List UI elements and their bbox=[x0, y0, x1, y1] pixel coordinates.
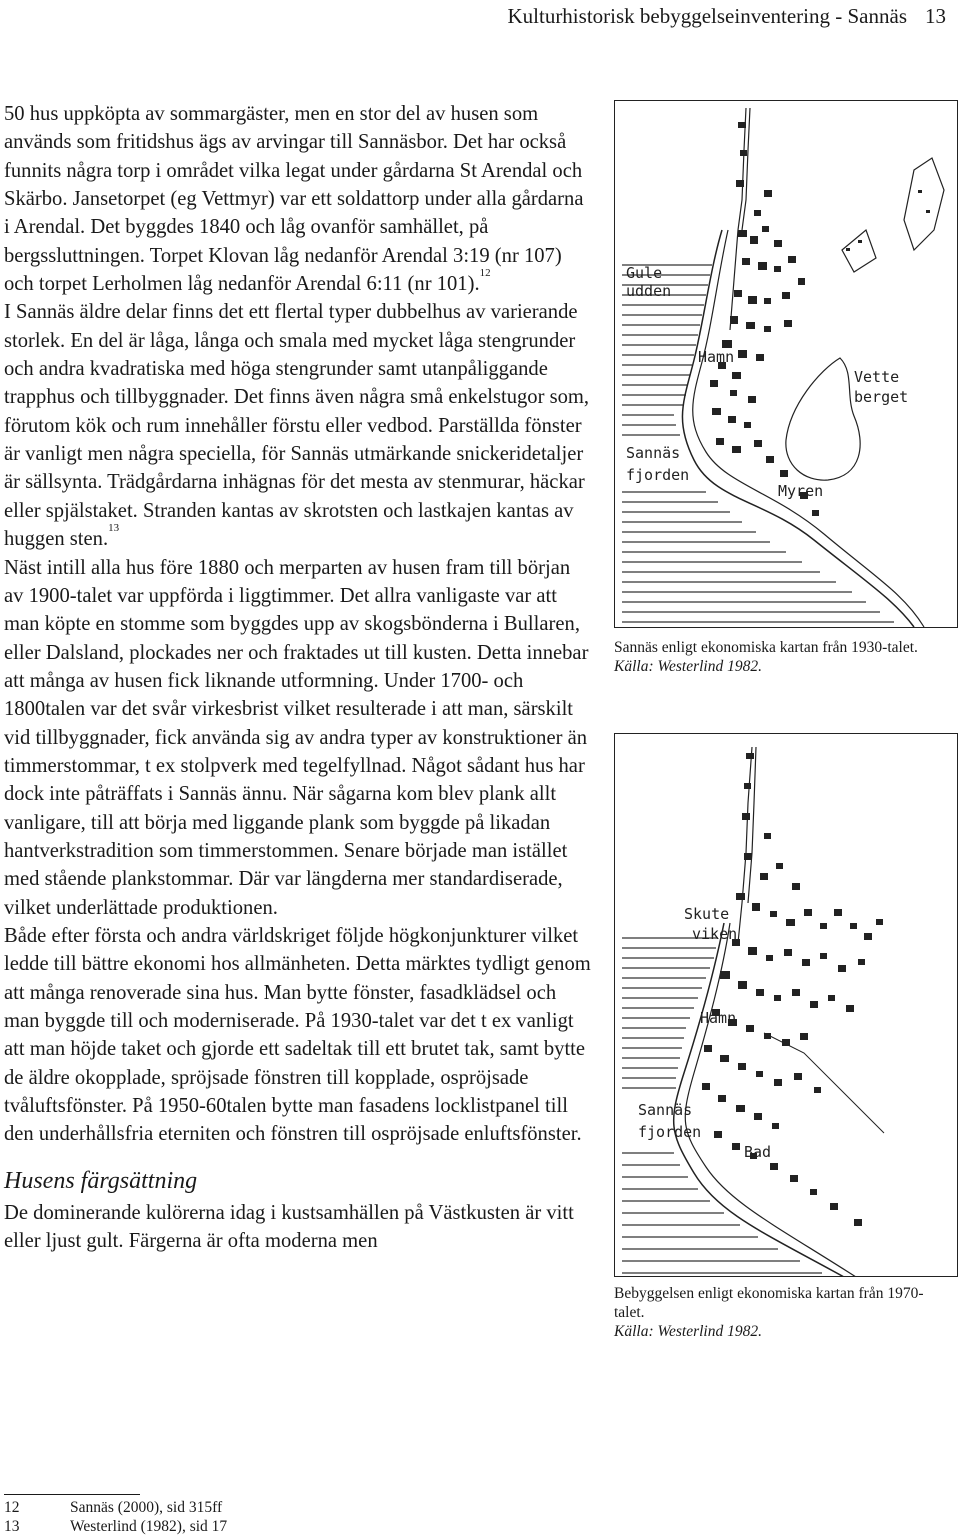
footnote-ref-12[interactable]: 12 bbox=[479, 267, 491, 280]
map-1930-caption: Sannäs enligt ekonomiska kartan från 1930-talet. Källa: Westerlind 1982. bbox=[614, 638, 944, 676]
map1-label-sannas: Sannäs bbox=[626, 444, 681, 462]
paragraph-2: I Sannäs äldre delar finns det ett flertal typer dubbelhus av varierande storlek. En del är låga, långa och smala med mycket låga stengrunder och andra kvadratiska med höga stengrunder samt utanpåliggande trapphus och tillbyggnader. Det finns även några små enkelstugor som, förutom kök och rum innehåller förstu eller vedbod. Parställda fönster är vanligt men några speciella, för Sannäs utmärkande snickeridetaljer är sällsynta. Trädgårdarna inhägnas för det mesta av stenmurar, häckar eller spjälstaket. Stranden kantas av skrotsten och lastkajen kantas av huggen sten.$^{13}$ bbox=[4, 301, 590, 551]
paragraph-1: 50 hus uppköpta av sommargäster, men en stor del av husen som används som fritidshus ägs av arvingar till Sannäsbor. Det har också funnits några torp i området vilka legat under gårdarna St Arendal och Skärbo. Jansetorpet (eg Vettmyr) var ett soldattorp under alla gårdarna i Arendal. Det byggdes 1840 och låg ovanför samhället, på bergssluttningen. Torpet Klovan låg nedanför Arendal 3:19 (nr 107) och torpet Lerholmen låg nedanför Arendal 6:11 (nr 101).$^{12}$ bbox=[4, 103, 584, 296]
footnotes bbox=[4, 1498, 227, 1536]
map2-label-hamn: Hamn bbox=[700, 1009, 737, 1027]
paragraph-4: Både efter första och andra världskriget följde högkonjunkturer vilket ledde till bättre ekonomi hos allmänheten. Detta märktes tydligt genom att många renoverade sina hus. Man bytte fönster, fasadklädsel och man byggde till och moderniserade. På 1930-talet var det t ex vanligt att man höjde taket och gjorde ett sadeltak till ett brutet tak, samt bytte de äldre okopplade, spröjsade fönstren till kopplade, ospröjsade tvåluftsfönster. På 1950-60talen bytte man fasadens locklistpanel till den underhållsfria eterniten och fönstren till ospröjsade enluftsfönster. bbox=[4, 924, 591, 1146]
map1-label-myren: Myren bbox=[778, 482, 824, 500]
map1-label-gule: Gule bbox=[626, 264, 663, 282]
footnote-divider bbox=[4, 1494, 140, 1495]
paragraph-5: De dominerande kulörerna idag i kustsamhällen på Västkusten är vitt eller ljust gult. Färgerna är ofta moderna men bbox=[4, 1201, 574, 1253]
map-1930-drawing bbox=[614, 100, 958, 628]
footnote-13: 13 Westerlind (1982), sid 17 bbox=[4, 1518, 228, 1535]
map1-label-hamn: Hamn bbox=[698, 348, 735, 366]
map-1930-source: Källa: Westerlind 1982. bbox=[614, 658, 762, 675]
page-number: 13 bbox=[925, 4, 946, 28]
map1-label-udden: udden bbox=[626, 282, 672, 300]
footnote-12: 12 Sannäs (2000), sid 315ff bbox=[4, 1499, 223, 1516]
section-heading: Husens färgsättning bbox=[4, 1167, 198, 1194]
footnote-ref-13[interactable]: 13 bbox=[108, 522, 120, 535]
map-1970-drawing bbox=[614, 733, 958, 1277]
map1-label-vette: Vette bbox=[854, 368, 900, 386]
paragraph-3: Näst intill alla hus före 1880 och merparten av husen fram till början av 1900-talet var uppförda i liggtimmer. Det allra vanligaste var att man köpte en stomme som byggdes upp av skogsbönderna i Bullaren, eller Dalsland, plockades ner och fraktades ut till kusten. Detta innebar att många av husen fick liknande utformning. Under 1700- och 1800talen var det svår virkesbrist vilket resulterade i att man, särskilt vid tillbyggnader, fick använda sig av andra typer av konstruktioner än timmerstommar, t ex stolpverk med tegelfyllnad. Något sådant hus har dock inte påträffats i Sannäs ännu. När sågarna kom blev plank allt vanligare, till att börja med liggande plank som byggde på likadan hantverkstradition som timmerstommen. Senare började man istället med stående plankstommar. Där var längderna mer standardiserade, vilket underlättade produktionen. bbox=[4, 556, 589, 919]
map-1970-caption: Bebyggelsen enligt ekonomiska kartan från 1970-talet. Källa: Westerlind 1982. bbox=[614, 1284, 944, 1341]
map2-label-fjorden: fjorden bbox=[638, 1123, 702, 1141]
map2-label-bad: Bad bbox=[744, 1143, 772, 1161]
header-title: Kulturhistorisk bebyggelseinventering - Sannäs bbox=[507, 4, 907, 28]
map2-label-skute: Skute bbox=[684, 905, 730, 923]
map-1930 bbox=[614, 100, 958, 628]
body-text-column bbox=[4, 100, 592, 1255]
map-1970-source: Källa: Westerlind 1982. bbox=[614, 1323, 762, 1340]
map1-label-fjorden: fjorden bbox=[626, 466, 690, 484]
map-1970 bbox=[614, 733, 958, 1277]
map2-label-viken: viken bbox=[692, 925, 738, 943]
map1-label-berget: berget bbox=[854, 388, 909, 406]
running-header bbox=[507, 4, 946, 29]
map2-label-sannas: Sannäs bbox=[638, 1101, 693, 1119]
